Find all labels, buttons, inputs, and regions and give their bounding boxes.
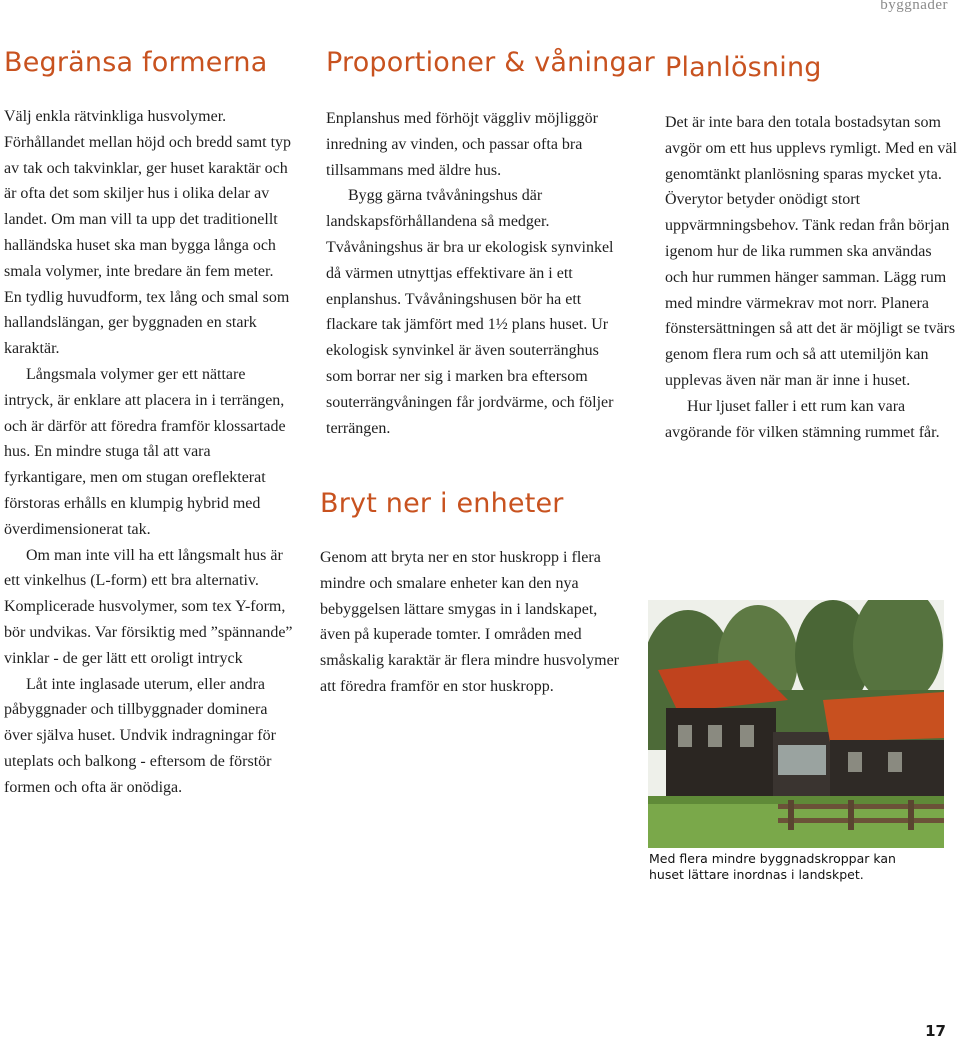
page-number: 17 [925, 1022, 946, 1040]
paragraph: Bygg gärna tvåvåningshus där landskapsförhållandena så medger. Tvåvåningshus är bra ur ekologisk synvinkel då värmen utnyttjas effektivare än i ett enplanshus. Tvåvåningshusen bör ha ett flackare tak jämfört med 1½ plans huset. Ur ekologisk synvinkel är även souterränghus som borrar ner sig i marken bra eftersom souterrängvåningen får jordvärme, och följer terrängen. [326, 187, 614, 437]
paragraph: Om man inte vill ha ett långsmalt hus är ett vinkelhus (L-form) ett bra alternativ. Komplicerade husvolymer, som tex Y-form, bör undvikas. Var försiktig med ”spännande” vinklar - de ger lätt ett oroligt intryck [4, 546, 293, 667]
running-head: byggnader [880, 0, 948, 13]
house-photo [648, 600, 944, 848]
paragraph: Låt inte inglasade uterum, eller andra påbyggnader och tillbyggnader dominera över själva huset. Undvik indragningar för uteplats och balkong - eftersom de förstör formen och ofta är onödiga. [4, 675, 276, 796]
house-photo-illustration [648, 600, 944, 848]
paragraph: Långsmala volymer ger ett nättare intryck, är enklare att placera in i terrängen, och är därför att föredra framför klossartade hus. En mindre stuga tål att vara fyrkantigare, men om stugan oreflekterat förstoras erhålls en klumpig hybrid med överdimensionerat tak. [4, 365, 286, 538]
paragraph: Det är inte bara den totala bostadsytan som avgör om ett hus upplevs rymligt. Med en väl genomtänkt planlösning sparas mycket yta. Överytor betyder onödigt stort uppvärmningsbehov. Tänk redan från början igenom hur de lika rummen ska användas och hur rummen hänger samman. Lägg rum med mindre värmekrav mot norr. Planera fönstersättningen så att det är möjligt se tvärs genom flera rum och så att utemiljön kan upplevas även när man är inne i huset. [665, 114, 957, 389]
heading-bryt-ner-i-enheter: Bryt ner i enheter [320, 488, 564, 519]
heading-planlosning: Planlösning [665, 52, 822, 83]
column-planlosning [665, 110, 957, 445]
column-proportioner-vaningar [326, 106, 626, 441]
paragraph: Genom att bryta ner en stor huskropp i flera mindre och smalare enheter kan den nya bebyggelsen lättare smygas in i landskapet, även på kuperade tomter. I områden med småskalig karaktär är flera mindre husvolymer att föredra framför en stor huskropp. [320, 549, 619, 695]
column-begransa-formerna [4, 104, 294, 801]
photo-caption: Med flera mindre byggnadskroppar kan huset lättare inordnas i landskpet. [649, 851, 896, 882]
column-bryt-ner-i-enheter [320, 545, 626, 700]
paragraph: Välj enkla rätvinkliga husvolymer. Förhållandet mellan höjd och bredd samt typ av tak och takvinklar, ger huset karaktär och är ofta det som skiljer hus i olika delar av landet. Om man vill ta upp det traditionellt halländska huset ska man bygga långa och smala volymer, inte bredare än fem meter. En tydlig huvudform, tex lång och smal som hallandslängan, ger byggnaden en stark karaktär. [4, 108, 292, 358]
heading-begransa-formerna: Begränsa formerna [4, 47, 268, 78]
paragraph: Hur ljuset faller i ett rum kan vara avgörande för vilken stämning rummet får. [665, 397, 940, 441]
paragraph: Enplanshus med förhöjt väggliv möjliggör inredning av vinden, och passar ofta bra tillsammans med äldre hus. [326, 110, 598, 179]
heading-proportioner-vaningar: Proportioner & våningar [326, 47, 655, 78]
